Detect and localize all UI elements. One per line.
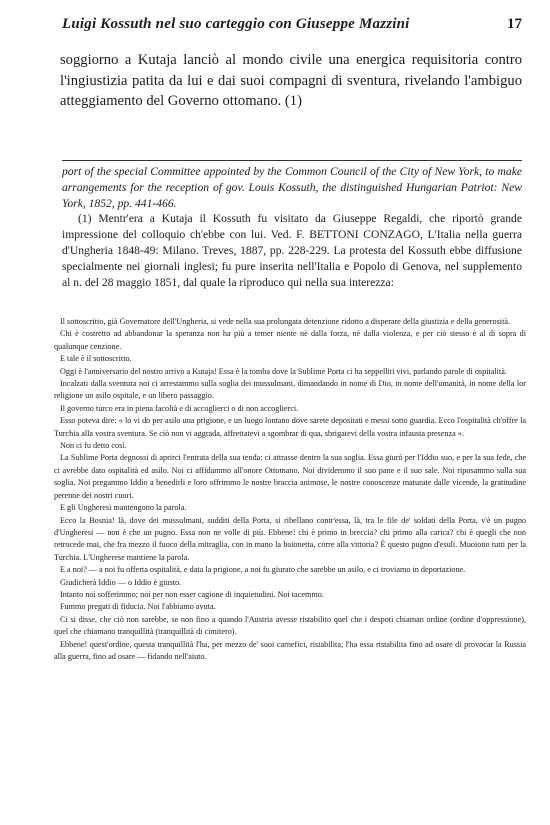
main-paragraph: soggiorno a Kutaja lanciò al mondo civile una energica requisitoria contro l'ingiustizia patita da lui e dai suoi compagni di sventura, rivelando l'ambiguo atteggiamento del Governo ottomano. (1) — [60, 52, 522, 109]
quote-paragraph: E gli Ungheresi mantengono la parola. — [60, 503, 187, 513]
quote-paragraph: Ci si disse, che ciò non sarebbe, se non fino a quando l'Austria avesse ristabilito quel che i despoti chiaman ordine (ordine d'oppressione), quel che chiamano tranquillità (tranquillità di cimitero). — [54, 614, 526, 637]
page-header — [62, 16, 522, 38]
quote-paragraph: Il governo turco era in piena facoltà e di accoglierci o di non accoglierci. — [60, 403, 299, 413]
footnote-1: (1) Mentr'era a Kutaja il Kossuth fu visitato da Giuseppe Regaldi, che riportò grande impressione del colloquio ch'ebbe con lui. Ved. F. BETTONI CONZAGO, L'Italia nella guerra d'Ungheria 1848-49: Milano. Treves, 1887, pp. 228-229. La protesta del Kossuth ebbe diffusione specialmente nei giornali inglesi; fu pure inserita nell'Italia e Popolo di Genova, nel supplemento al n. del 28 maggio 1851, dal quale la riproduco qui nella sua interezza: — [62, 212, 522, 289]
footnote-continued: port of the special Committee appointed by the Common Council of the City of New York, to make arrangements for the reception of gov. Louis Kossuth, the distinguished Hungarian Patriot: New York, 1852, pp. 441-466. — [62, 165, 522, 210]
quote-paragraph: Oggi è l'anniversario del nostro arrivo a Kutaja! Essa è la tomba dove la Sublime Porta ci ha seppelliti vivi, parlando parole di ospitalità. — [60, 366, 507, 376]
quoted-protest — [54, 316, 526, 663]
footnote-divider — [62, 160, 522, 161]
running-title: Luigi Kossuth nel suo carteggio con Giuseppe Mazzini — [62, 16, 410, 32]
quote-paragraph: Chi è costretto ad abbandonar la speranza non ha più a temer niente nè dalla forza, nè dalla violenza, e per ciò stesso è al di sopra di qualunque cenzione. — [54, 329, 526, 351]
quote-paragraph: Incalzati dalla sventura noi ci arrestammo sulla soglia dei mussulmani, dimandando in nome di Dio, in nome dell'umanità, in nome della lor religione un asilo ospitale, e un libero passaggio. — [54, 379, 526, 401]
page-number: 17 — [507, 16, 522, 32]
footnotes — [62, 164, 522, 290]
quote-paragraph: Intanto noi sofferimmo; noi per non esser cagione di inquietudini. Noi tacemmo. — [60, 589, 324, 599]
quote-paragraph: Non ci fu detto così. — [60, 441, 127, 451]
quote-paragraph: E tale è il sottoscritto. — [60, 354, 132, 364]
main-text — [60, 50, 522, 112]
quote-paragraph: Il sottoscritto, già Governatore dell'Ungheria, si vede nella sua prolungata detenzione ridotto a disperare della giustizia e della generosità. — [60, 317, 511, 326]
quote-paragraph: Giudicherà Iddio — o Iddio è giusto. — [60, 577, 182, 587]
quote-paragraph: Esso poteva dire: « lo vi do per asilo una prigione, e un luogo lontano dove sarete depositati e messi sotto guardia. Ecco l'ospitalità ch'offre la Turchia alla vostra sventura. Se ciò non vi aggrada, affrettatevi a sgombrar di qua, sbrigatevi della vostra infausta presenza ». — [54, 416, 526, 438]
quote-paragraph: Ebbene! quest'ordine, questa tranquillità l'ha, per mezzo de' suoi carnefici, ristabilita; l'ha essa ristabilita fino ad osare di provocar la Russia alla guerra, fino ad osare — fidando nell'aiuto. — [54, 639, 526, 661]
quote-paragraph: Fummo pregati di fiducia. Noi l'abbiamo avuta. — [60, 602, 216, 612]
quote-paragraph: La Sublime Porta degnossi di aprirci l'entrata della sua tenda: ci attrasse dentro la sua soglia. Essa giurò per l'Iddio suo, e per la sua fede, che ci avrebbe dato ospitalità ed asilo. Noi ci affidammo all'onore Ottomano. Noi dividemmo il suo pane e il suo sale. Noi riposammo sulla sua soglia. Noi pregammo Iddio a benedirli e loro offrimmo le nostre braccia animose, le nostre conoscenze maturate dalle vicende, la gratitudine perenne dei nostri cuori. — [54, 453, 526, 500]
quote-paragraph: Ecco la Bosnia! là, dove dei mussulmani, sudditi della Porta, si ribellano contr'essa, là, tra le file de' soldati della Porta, v'è un pugno d'Ungheresi — non è che un pugno. Essa non ne volle di più. Ebbene! chi è primo in breccia? chi primo alla carica? chi è quegli che non retrocede mai, che fra mezzo il fuoco della mitraglia, con in mano la baionetta, corre alla vittoria? È questo pugno d'esuli. Muoiono tutti per la Turchia. L'Ungherese mantiene la parola. — [54, 515, 526, 562]
quote-paragraph: E a noi? — a noi fu offerta ospitalità, e data la prigione, a noi fu giurato che sarebbe un asilo, e ci troviamo in deportazione. — [60, 565, 466, 575]
